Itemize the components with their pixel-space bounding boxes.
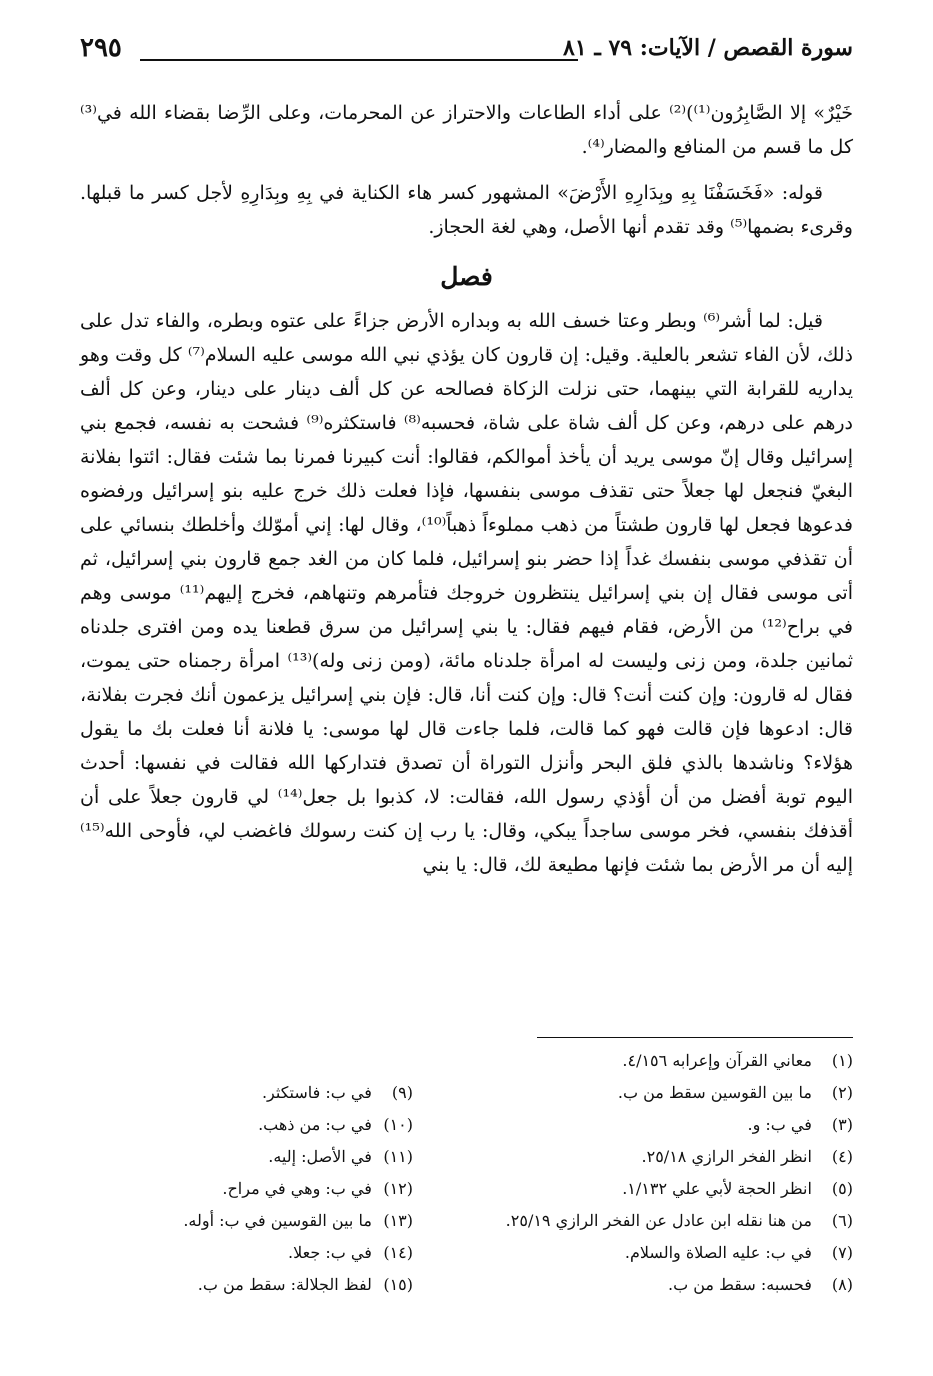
page-number: ٢٩٥ <box>80 33 122 63</box>
footnote-item <box>423 1109 853 1141</box>
running-title: سورة القصص / الآيات: ٧٩ ـ ٨١ <box>563 35 853 61</box>
footnotes-right-column <box>423 1045 853 1301</box>
footnote-text: في ب: فاستكثر. <box>261 1083 372 1102</box>
footnote-text: فحسبه: سقط من ب. <box>668 1275 812 1294</box>
footnote-text: ما بين القوسين في ب: أوله. <box>183 1211 372 1230</box>
footnote-item <box>93 1269 413 1301</box>
footnote-item <box>93 1205 413 1237</box>
footnote-item <box>93 1077 413 1109</box>
page-header <box>80 33 853 69</box>
footnote-item <box>423 1173 853 1205</box>
paragraph-1: خَيْرٌ» إلا الصَّابِرُون⁽¹⁾)⁽²⁾ على أداء الطاعات والاحتراز عن المحرمات، وعلى الرِّضا بقضاء الله في⁽³⁾ كل ما قسم من المنافع والمضار⁽⁴⁾. <box>80 102 854 158</box>
footnote-text: في ب: من ذهب. <box>258 1115 372 1134</box>
paragraph-3: قيل: لما أشر⁽⁶⁾ وبطر وعتا خسف الله به وبداره الأرض جزاءً على عتوه وبطره، والفاء تدل على ذلك، لأن الفاء تشعر بالعلية. وقيل: إن قارون كان يؤذي نبي الله موسى عليه السلام⁽⁷⁾ كل وقت وهو يداريه للقرابة التي بينهما، حتى نزلت الزكاة فصالحه عن كل ألف دينار على دينار، وعن كل ألف درهم على درهم، وعن كل ألف شاة على شاة، فحسبه⁽⁸⁾ فاستكثره⁽⁹⁾ فشحت به نفسه، فجمع بني إسرائيل وقال إنّ موسى يريد أن يأخذ أموالكم، فقالوا: أنت كبيرنا فمرنا بما شئت فقال: ائتوا بفلانة البغيّ فنجعل لها جعلاً حتى تقذف موسى بنفسها، فإذا فعلت ذلك خرج عليه بنو إسرائيل ورفضوه فدعوها فجعل لها قارون طشتاً من ذهب مملوءاً ذهباً⁽¹⁰⁾، وقال لها: إني أموّلك وأخلطك بنسائي على أن تقذفي موسى بنفسك غداً إذا حضر بنو إسرائيل، فلما كان من الغد جمع قارون بني إسرائيل، ثم أتى موسى فقال إن بني إسرائيل ينتظرون خروجك فتأمرهم وتنهاهم، فخرج إليهم⁽¹¹⁾ موسى وهم في براح⁽¹²⁾ من الأرض، فقام فيهم فقال: يا بني إسرائيل من سرق قطعنا يده ومن افترى جلدناه ثمانين جلدة، ومن زنى وليست له امرأة جلدناه مائة، (ومن زنى وله)⁽¹³⁾ امرأة رجمناه حتى يموت، فقال له قارون: وإن كنت أنت؟ قال: وإن كنت أنا، قال: فإن بني إسرائيل يزعمون أنك فجرت بفلانة، قال: ادعوها فإن قالت فهو كما قالت، فلما جاءت قال لها موسى: يا فلانة أنا فعلت بك ما يقول هؤلاء؟ وناشدها بالذي فلق البحر وأنزل التوراة أن تصدق فتداركها الله فقالت في نفسها: أحدث اليوم توبة أفضل من أن أؤذي رسول الله، فقالت: لا، كذبوا بل جعل⁽¹⁴⁾ لي قارون جعلاً على أن أقذفك بنفسي، فخر موسى ساجداً يبكي، وقال: يا رب إن كنت رسولك فاغضب لي، فأوحى الله⁽¹⁵⁾ إليه أن مر الأرض بما شئت فإنها مطيعة لك، قال: يا بني <box>80 310 854 876</box>
section-heading: فصل <box>440 262 493 291</box>
footnote-number: (١٥) <box>383 1275 413 1294</box>
footnote-item <box>93 1173 413 1205</box>
footnote-item <box>423 1205 853 1237</box>
footnote-number: (٧) <box>831 1243 853 1262</box>
footnote-text: في ب: وهي في مراح. <box>222 1179 372 1198</box>
footnote-item <box>423 1269 853 1301</box>
footnote-text: انظر الفخر الرازي ٢٥/١٨. <box>641 1147 812 1166</box>
paragraph-2: قوله: «فَخَسَفْنَا بِهِ وبِدَارِهِ الأَرْضَ» المشهور كسر هاء الكناية في بِهِ وبِدَارِهِ لأجل كسر ما قبلها. وقرىء بضمها⁽⁵⁾ وقد تقدم أنها الأصل، وهي لغة الحجاز. <box>80 182 853 238</box>
footnotes-left-column <box>93 1077 413 1301</box>
footnote-text: معاني القرآن وإعرابه ٤/١٥٦. <box>622 1051 812 1070</box>
footnote-item <box>423 1237 853 1269</box>
footnote-item <box>93 1109 413 1141</box>
footnote-number: (١٠) <box>383 1115 413 1134</box>
footnote-text: ما بين القوسين سقط من ب. <box>617 1083 812 1102</box>
footnote-number: (٤) <box>831 1147 853 1166</box>
footnote-text: في ب: و. <box>747 1115 812 1134</box>
footnote-text: في الأصل: إليه. <box>268 1147 372 1166</box>
footnote-number: (٨) <box>831 1275 853 1294</box>
footnote-number: (٥) <box>831 1179 853 1198</box>
footnote-item <box>423 1077 853 1109</box>
footnote-number: (٦) <box>831 1211 853 1230</box>
footnote-number: (٩) <box>391 1083 413 1102</box>
header-rule <box>140 59 578 61</box>
footnote-text: في ب: عليه الصلاة والسلام. <box>624 1243 812 1262</box>
footnote-number: (٣) <box>831 1115 853 1134</box>
footnote-item <box>423 1141 853 1173</box>
footnote-number: (١٢) <box>383 1179 413 1198</box>
footnote-text: لفظ الجلالة: سقط من ب. <box>197 1275 372 1294</box>
footnote-number: (٢) <box>831 1083 853 1102</box>
footnote-number: (١) <box>831 1051 853 1070</box>
footnote-item <box>93 1237 413 1269</box>
footnote-item <box>93 1141 413 1173</box>
footnote-item <box>423 1045 853 1077</box>
footnote-text: في ب: جعلا. <box>288 1243 372 1262</box>
footnote-number: (١١) <box>383 1147 413 1166</box>
main-text <box>80 96 853 882</box>
footnote-number: (١٤) <box>383 1243 413 1262</box>
footnote-text: من هنا نقله ابن عادل عن الفخر الرازي ٢٥/١٩. <box>505 1211 812 1230</box>
footnote-text: انظر الحجة لأبي علي ١/١٣٢. <box>622 1179 812 1198</box>
footnote-separator <box>537 1037 853 1038</box>
footnote-number: (١٣) <box>383 1211 413 1230</box>
